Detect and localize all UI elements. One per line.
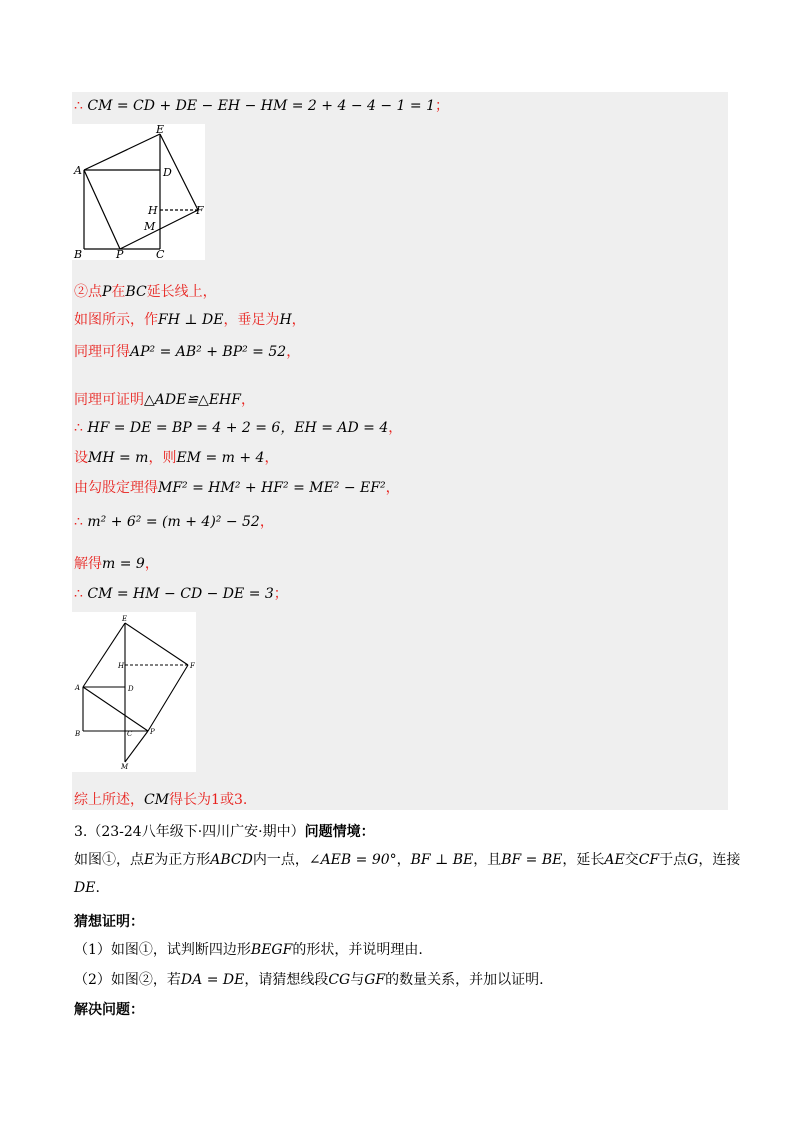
label-D: D bbox=[128, 685, 134, 693]
angle-AEB: ∠AEB = 90° bbox=[308, 852, 397, 868]
text: （2）如图②，若 bbox=[74, 972, 181, 988]
solution-line-equation bbox=[74, 512, 274, 532]
text: 的形状，并说明理由. bbox=[292, 942, 423, 958]
segment-CM: CM bbox=[144, 792, 170, 808]
figure-case1-svg bbox=[72, 124, 205, 260]
label-E: E bbox=[122, 615, 128, 623]
cm-equation: CM = CD + DE − EH − HM = 2 + 4 − 4 − 1 = 1 bbox=[87, 98, 435, 114]
text: 得长为1或3. bbox=[169, 792, 248, 808]
segment-GF: GF bbox=[364, 972, 386, 988]
punct: ， bbox=[291, 312, 306, 328]
therefore-symbol: ∴ bbox=[74, 514, 83, 530]
text: 在 bbox=[111, 284, 126, 300]
label-M: M bbox=[144, 220, 156, 233]
em-def: EM = m + 4 bbox=[176, 450, 265, 466]
label-E: E bbox=[156, 124, 165, 136]
congruence: △ADE≌△EHF bbox=[144, 392, 241, 408]
perp-BF-BE: BF ⊥ BE bbox=[410, 852, 474, 868]
fh-perp: FH ⊥ DE bbox=[158, 312, 224, 328]
solution-line-cm2 bbox=[74, 584, 288, 604]
label-F: F bbox=[196, 204, 204, 217]
solution-summary bbox=[74, 790, 247, 810]
figure-case2-svg bbox=[72, 612, 196, 772]
label-P: P bbox=[116, 248, 124, 260]
text: ，且 bbox=[473, 852, 502, 868]
pythagoras-equation: MF² = HM² + HF² = ME² − EF² bbox=[158, 480, 386, 496]
solution-line-congruent bbox=[74, 390, 255, 410]
segment-CG: CG bbox=[328, 972, 351, 988]
punct: ， bbox=[259, 514, 274, 530]
solution-line-fh bbox=[74, 310, 306, 330]
text: 内一点， bbox=[252, 852, 309, 868]
punct: . bbox=[95, 880, 100, 896]
point-G: G bbox=[687, 852, 699, 868]
ap-equation: AP² = AB² + BP² = 52 bbox=[130, 344, 287, 360]
quad-BEGF: BEGF bbox=[250, 942, 293, 958]
text: 如图所示，作 bbox=[74, 312, 158, 328]
problem-heading: 问题情境： bbox=[304, 824, 375, 840]
text: 同理可证明 bbox=[74, 392, 144, 408]
text: 于点 bbox=[659, 852, 688, 868]
problem-number: 3. bbox=[74, 824, 88, 840]
segment-DE: DE bbox=[74, 880, 96, 896]
punct: ， bbox=[385, 480, 400, 496]
solve-heading: 解决问题： bbox=[74, 1002, 144, 1018]
text: ，则 bbox=[148, 450, 177, 466]
label-D: D bbox=[163, 166, 172, 179]
punct: ， bbox=[396, 852, 411, 868]
question-2 bbox=[74, 970, 544, 990]
text: 由勾股定理得 bbox=[74, 480, 158, 496]
text: 解得 bbox=[74, 556, 102, 572]
label-B: B bbox=[74, 248, 83, 260]
m-value: m = 9 bbox=[102, 556, 145, 572]
text: 延长线上， bbox=[146, 284, 217, 300]
label-B: B bbox=[75, 730, 81, 738]
solution-line-cm1 bbox=[74, 96, 449, 116]
solution-line-hf bbox=[74, 418, 402, 438]
guess-heading: 猜想证明： bbox=[74, 914, 144, 930]
segment-AE: AE bbox=[604, 852, 625, 868]
figure-case1 bbox=[72, 124, 205, 260]
problem3-header bbox=[74, 822, 375, 842]
point-P: P bbox=[102, 284, 112, 300]
solution-line-pythagoras bbox=[74, 478, 400, 498]
text: 设 bbox=[74, 450, 88, 466]
problem-source: （23-24八年级下·四川广安·期中） bbox=[87, 824, 305, 840]
label-C: C bbox=[127, 730, 133, 738]
label-P: P bbox=[150, 728, 155, 736]
text: ，延长 bbox=[562, 852, 605, 868]
punct: ， bbox=[240, 392, 255, 408]
question-1 bbox=[74, 940, 423, 960]
text: 交 bbox=[624, 852, 639, 868]
text: 与 bbox=[350, 972, 365, 988]
therefore-symbol: ∴ bbox=[74, 98, 83, 114]
punct: ， bbox=[388, 420, 403, 436]
label-C: C bbox=[156, 248, 165, 260]
text: 如图①，点 bbox=[74, 852, 144, 868]
label-A: A bbox=[75, 684, 81, 692]
problem3-statement-cont bbox=[74, 878, 100, 898]
label-M: M bbox=[121, 763, 129, 771]
label-H: H bbox=[148, 204, 158, 217]
cm-equation-2: CM = HM − CD − DE = 3 bbox=[87, 586, 274, 602]
point-H: H bbox=[279, 312, 292, 328]
text: 为正方形 bbox=[154, 852, 211, 868]
mh-def: MH = m bbox=[88, 450, 149, 466]
text: ，连接 bbox=[698, 852, 741, 868]
solution-line-set bbox=[74, 448, 278, 468]
text: ，请猜想线段 bbox=[244, 972, 329, 988]
punct: ； bbox=[435, 98, 449, 114]
segment-CF: CF bbox=[638, 852, 660, 868]
case2-heading bbox=[74, 282, 217, 302]
m-equation: m² + 6² = (m + 4)² − 52 bbox=[87, 514, 260, 530]
segment-BC: BC bbox=[125, 284, 147, 300]
text: ，垂足为 bbox=[223, 312, 280, 328]
solution-line-ap bbox=[74, 342, 300, 362]
punct: ， bbox=[264, 450, 279, 466]
label-A: A bbox=[74, 164, 82, 177]
eq-DA-DE: DA = DE bbox=[180, 972, 245, 988]
point-E: E bbox=[144, 852, 155, 868]
punct: ， bbox=[286, 344, 301, 360]
punct: ， bbox=[144, 556, 159, 572]
figure-case2 bbox=[72, 612, 196, 772]
hf-equation: HF = DE = BP = 4 + 2 = 6，EH = AD = 4 bbox=[87, 420, 389, 436]
eq-BF-BE: BF = BE bbox=[501, 852, 563, 868]
therefore-symbol: ∴ bbox=[74, 586, 83, 602]
text: 的数量关系，并加以证明. bbox=[385, 972, 544, 988]
punct: ； bbox=[273, 586, 288, 602]
text: 综上所述， bbox=[74, 792, 144, 808]
text: 同理可得 bbox=[74, 344, 130, 360]
square-ABCD: ABCD bbox=[210, 852, 253, 868]
problem3-statement bbox=[74, 850, 740, 870]
text: ②点 bbox=[74, 284, 102, 300]
text: （1）如图①，试判断四边形 bbox=[74, 942, 251, 958]
label-F: F bbox=[190, 662, 195, 670]
label-H: H bbox=[118, 662, 125, 670]
solution-line-solve bbox=[74, 554, 159, 574]
therefore-symbol: ∴ bbox=[74, 420, 83, 436]
